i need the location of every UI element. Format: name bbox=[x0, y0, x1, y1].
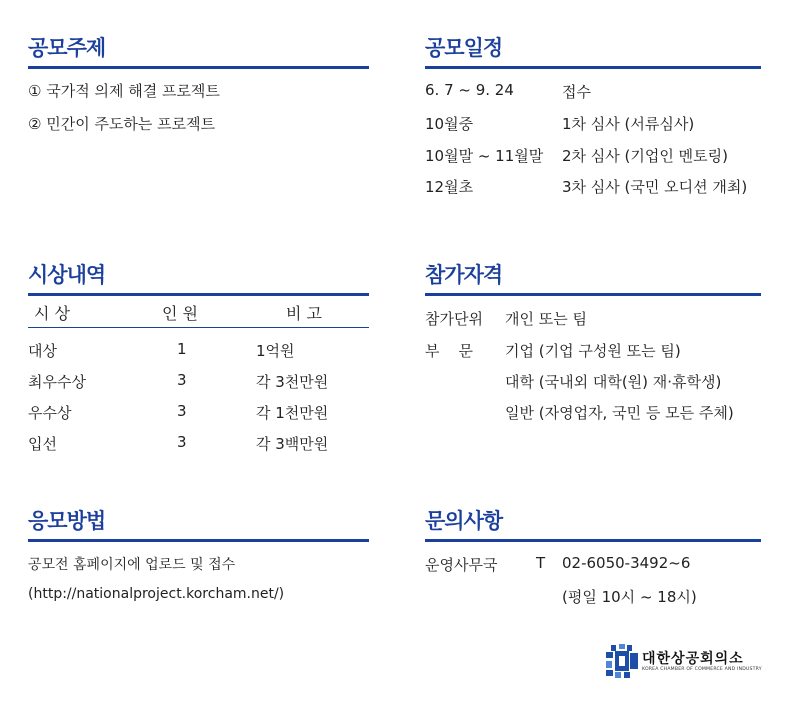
prize-count: 3 bbox=[177, 433, 187, 451]
homepage-link[interactable]: (http://nationalproject.korcham.net/) bbox=[28, 586, 285, 602]
section-divider bbox=[425, 293, 761, 296]
prize-award: 최우수상 bbox=[28, 373, 86, 391]
prize-count: 1 bbox=[177, 340, 187, 358]
section-divider bbox=[425, 66, 761, 69]
prize-note: 각 3천만원 bbox=[256, 373, 329, 391]
prize-note: 각 3백만원 bbox=[256, 435, 329, 453]
section-divider bbox=[28, 66, 369, 69]
prize-note: 각 1천만원 bbox=[256, 404, 329, 422]
section-title: 공모주제 bbox=[28, 36, 106, 60]
section-title: 응모방법 bbox=[28, 509, 106, 533]
schedule-date: 10월중 bbox=[425, 115, 474, 133]
phone-prefix: T bbox=[536, 554, 546, 572]
division-item: 대학 (국내외 대학(원) 재·휴학생) bbox=[505, 373, 722, 391]
schedule-event: 접수 bbox=[562, 83, 591, 101]
header-count: 인 원 bbox=[162, 304, 198, 323]
section-method bbox=[28, 508, 369, 608]
method-text: 공모전 홈페이지에 업로드 및 접수 bbox=[28, 557, 236, 573]
section-divider bbox=[425, 539, 761, 542]
prize-award: 대상 bbox=[28, 342, 57, 360]
table-divider bbox=[28, 327, 369, 328]
theme-item: ① 국가적 의제 해결 프로젝트 bbox=[28, 82, 220, 100]
schedule-event: 1차 심사 (서류심사) bbox=[562, 115, 695, 133]
prize-award: 입선 bbox=[28, 435, 57, 453]
section-divider bbox=[28, 539, 369, 542]
schedule-event: 2차 심사 (기업인 멘토링) bbox=[562, 147, 728, 165]
section-title: 공모일정 bbox=[425, 36, 503, 60]
prize-count: 3 bbox=[177, 371, 187, 389]
kcci-logo bbox=[606, 644, 766, 678]
section-schedule bbox=[425, 35, 761, 205]
section-title: 문의사항 bbox=[425, 509, 503, 533]
section-eligibility bbox=[425, 262, 761, 432]
schedule-date: 10월말 ~ 11월말 bbox=[425, 147, 544, 165]
prize-table-header bbox=[28, 298, 369, 326]
logo-name: 대한상공회의소 bbox=[642, 651, 744, 667]
prize-award: 우수상 bbox=[28, 404, 72, 422]
unit-value: 개인 또는 팀 bbox=[505, 310, 587, 328]
theme-item: ② 민간이 주도하는 프로젝트 bbox=[28, 115, 216, 133]
section-theme bbox=[28, 35, 369, 145]
section-divider bbox=[28, 293, 369, 296]
section-prize bbox=[28, 262, 369, 462]
division-label: 부 문 bbox=[425, 342, 474, 360]
prize-note: 1억원 bbox=[256, 342, 295, 360]
logo-subtitle: KOREA CHAMBER OF COMMERCE AND INDUSTRY bbox=[642, 667, 762, 672]
gear-logo-icon bbox=[606, 644, 638, 678]
section-contact bbox=[425, 508, 761, 608]
header-award: 시 상 bbox=[34, 304, 70, 323]
contact-hours: (평일 10시 ~ 18시) bbox=[562, 588, 697, 606]
header-note: 비 고 bbox=[286, 304, 322, 323]
unit-label: 참가단위 bbox=[425, 310, 483, 328]
contact-office: 운영사무국 bbox=[425, 556, 498, 574]
section-title: 시상내역 bbox=[28, 263, 106, 287]
schedule-date: 12월초 bbox=[425, 178, 474, 196]
division-item: 일반 (자영업자, 국민 등 모든 주체) bbox=[505, 404, 734, 422]
prize-count: 3 bbox=[177, 402, 187, 420]
schedule-date: 6. 7 ~ 9. 24 bbox=[425, 81, 514, 99]
contact-phone: 02-6050-3492~6 bbox=[562, 554, 691, 572]
section-title: 참가자격 bbox=[425, 263, 503, 287]
division-item: 기업 (기업 구성원 또는 팀) bbox=[505, 342, 681, 360]
schedule-event: 3차 심사 (국민 오디션 개최) bbox=[562, 178, 748, 196]
